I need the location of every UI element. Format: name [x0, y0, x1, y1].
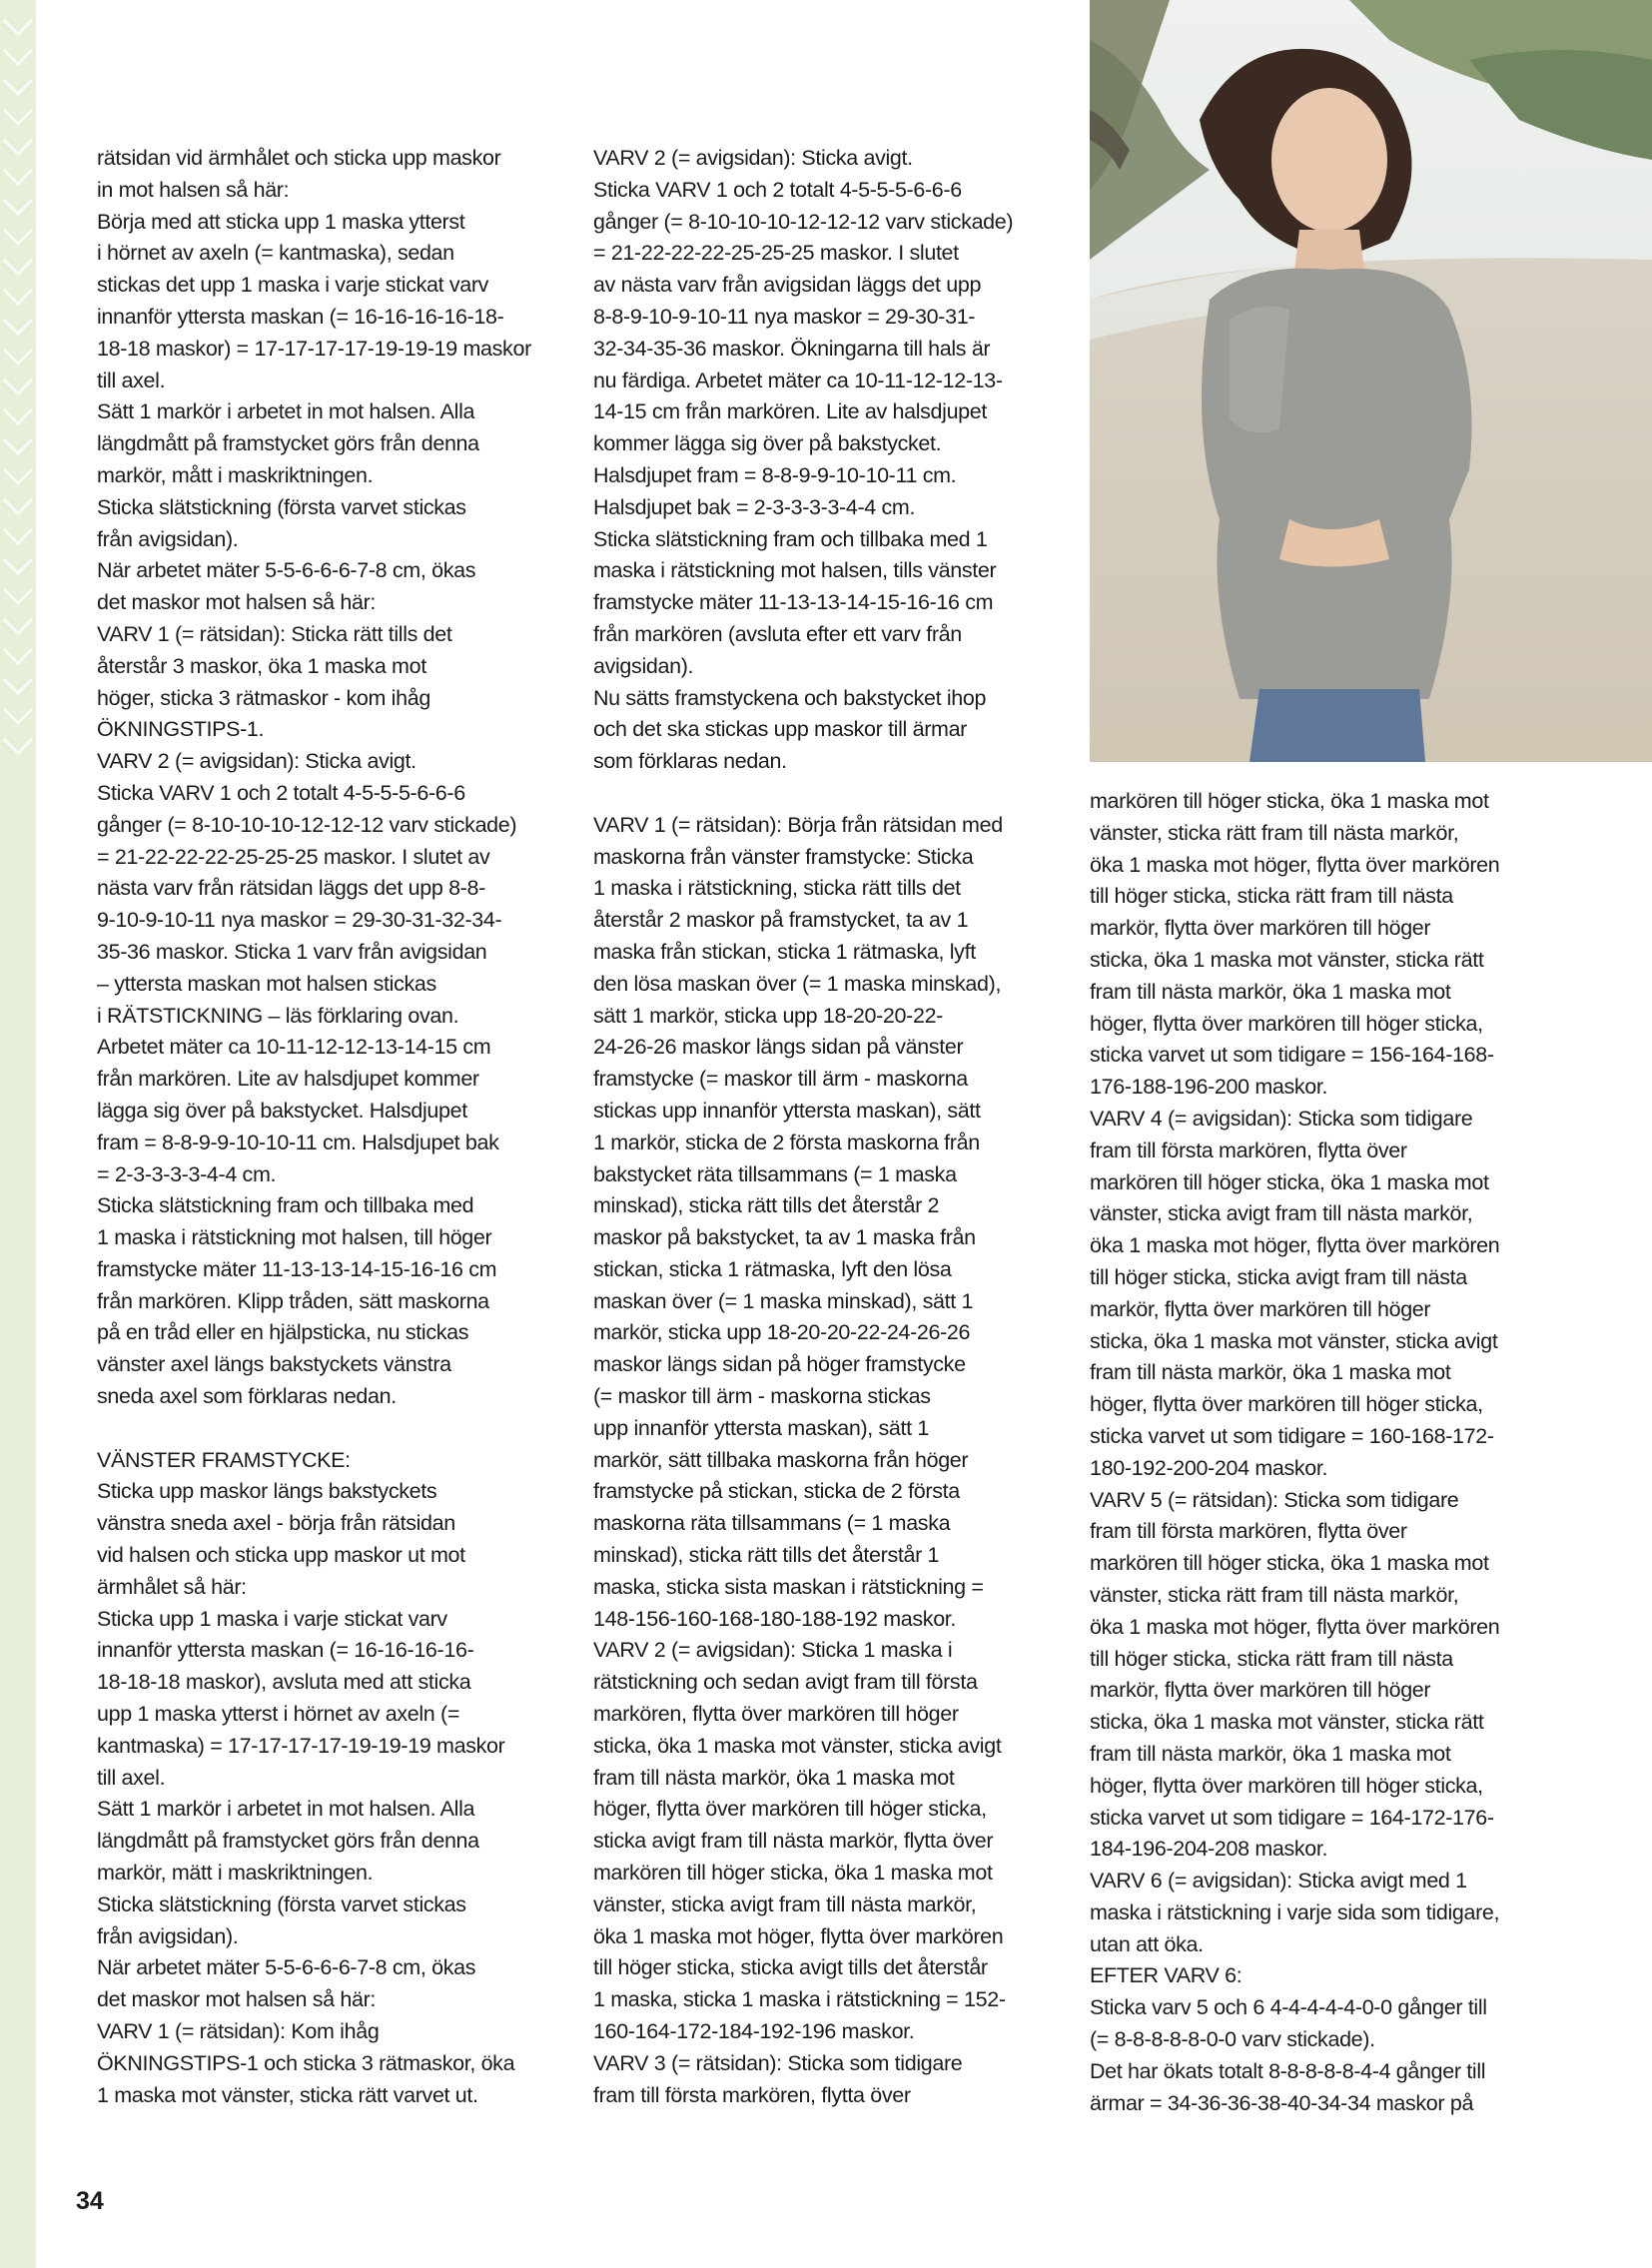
text-column-left: [97, 143, 536, 2111]
knit-pattern-icon: [0, 0, 36, 799]
body-text: VARV 2 (= avigsidan): Sticka avigt. Sticka VARV 1 och 2 totalt 4-5-5-5-6-6-6 gånger (= 8-10-10-10-12-12-12 varv stickade) = 21-22-22-22-25-25-25 maskor. I slutet av nästa varv från avigsidan läggs det upp 8-8-9-10-9-10-11 nya maskor = 29-30-31- 32-34-35-36 maskor. Ökningarna till hals är nu färdiga. Arbetet mäter ca 10-11-12-12-13- 14-15 cm från markören. Lite av halsdjupet kommer lägga sig över på bakstycket. Halsdjupet fram = 8-8-9-9-10-10-11 cm. Halsdjupet bak = 2-3-3-3-3-4-4 cm. Sticka slätstickning fram och tillbaka med 1 maska i rätstickning mot halsen, tills vänster framstycke mäter 11-13-13-14-15-16-16 cm från markören (avsluta efter ett varv från avigsidan). Nu sätts framstyckena och bakstycket ihop och det ska stickas upp maskor till ärmar som förklaras nedan.: [593, 146, 1014, 774]
page-number: 34: [76, 2187, 104, 2215]
woman-in-grey-sweater-photo: [1090, 0, 1652, 762]
body-text: markören till höger sticka, öka 1 maska mot vänster, sticka rätt fram till nästa markör, öka 1 maska mot höger, flytta över markören till höger sticka, sticka rätt fram till nästa markör, flytta över markören till höger sticka, öka 1 maska mot vänster, sticka rätt fram till nästa markör, öka 1 maska mot höger, flytta över markören till höger sticka, sticka varvet ut som tidigare = 156-164-168- 176-188-196-200 maskor. VARV 4 (= avigsidan): Sticka som tidigare fram till första markören, flytta över markören till höger sticka, öka 1 maska mot vänster, sticka avigt fram till nästa markör, öka 1 maska mot höger, flytta över markören till höger sticka, sticka avigt fram till nästa markör, flytta över markören till höger sticka, öka 1 maska mot vänster, sticka avigt fram till nästa markör, öka 1 maska mot höger, flytta över markören till höger sticka, sticka varvet ut som tidigare = 160-168-172- 180-192-200-204 maskor. VARV 5 (= rätsidan): Sticka som tidigare fram till första markören, flytta över markören till höger sticka, öka 1 maska mot vänster, sticka rätt fram till nästa markör, öka 1 maska mot höger, flytta över markören till höger sticka, sticka rätt fram till nästa markör, flytta över markören till höger sticka, öka 1 maska mot vänster, sticka rätt fram till nästa markör, öka 1 maska mot höger, flytta över markören till höger sticka, sticka varvet ut som tidigare = 164-172-176- 184-196-204-208 maskor. VARV 6 (= avigsidan): Sticka avigt med 1 maska i rätstickning i varje sida som tidigare, utan att öka. EFTER VARV 6: Sticka varv 5 och 6 4-4-4-4-4-0-0 gånger till (= 8-8-8-8-8-0-0 varv stickade). Det har ökats totalt 8-8-8-8-8-4-4 gånger till ärmar = 34-36-36-38-40-34-34 maskor på: [1090, 789, 1500, 2115]
text-column-middle: [593, 143, 1063, 2111]
body-text: rätsidan vid ärmhålet och sticka upp maskor in mot halsen så här: Börja med att sticka upp 1 maska ytterst i hörnet av axeln (= kantmaska), sedan stickas det upp 1 maska i varje stickat varv innanför yttersta maskan (= 16-16-16-16-18- 18-18 maskor) = 17-17-17-17-19-19-19 maskor till axel. Sätt 1 markör i arbetet in mot halsen. Alla längdmått på framstycket görs från denna markör, mått i maskriktningen. Sticka slätstickning (första varvet stickas från avigsidan). När arbetet mäter 5-5-6-6-6-7-8 cm, ökas det maskor mot halsen så här: VARV 1 (= rätsidan): Sticka rätt tills det återstår 3 maskor, öka 1 maska mot höger, sticka 3 rätmaskor - kom ihåg ÖKNINGSTIPS-1. VARV 2 (= avigsidan): Sticka avigt. Sticka VARV 1 och 2 totalt 4-5-5-5-6-6-6 gånger (= 8-10-10-10-12-12-12 varv stickade) = 21-22-22-22-25-25-25 maskor. I slutet av nästa varv från rätsidan läggs det upp 8-8- 9-10-9-10-11 nya maskor = 29-30-31-32-34- 35-36 maskor. Sticka 1 varv från avigsidan – yttersta maskan mot halsen stickas i RÄTSTICKNING – läs förklaring ovan. Arbetet mäter ca 10-11-12-12-13-14-15 cm från markören. Lite av halsdjupet kommer lägga sig över på bakstycket. Halsdjupet fram = 8-8-9-9-10-10-11 cm. Halsdjupet bak = 2-3-3-3-3-4-4 cm. Sticka slätstickning fram och tillbaka med 1 maska i rätstickning mot halsen, till höger framstycke mäter 11-13-13-14-15-16-16 cm från markören. Klipp tråden, sätt maskorna på en tråd eller en hjälpsticka, nu stickas vänster axel längs bakstyckets vänstra sneda axel som förklaras nedan.: [97, 146, 531, 1409]
body-text: VARV 1 (= rätsidan): Börja från rätsidan med maskorna från vänster framstycke: Sticka 1 maska i rätstickning, sticka rätt tills det återstår 2 maskor på framstycket, ta av 1 maska från stickan, sticka 1 rätmaska, lyft den lösa maskan över (= 1 maska minskad), sätt 1 markör, sticka upp 18-20-20-22- 24-26-26 maskor längs sidan på vänster framstycke (= maskor till ärm - maskorna stickas upp innanför yttersta maskan), sätt 1 markör, sticka de 2 första maskorna från bakstycket räta tillsammans (= 1 maska minskad), sticka rätt tills det återstår 2 maskor på bakstycket, ta av 1 maska från stickan, sticka 1 rätmaska, lyft den lösa maskan över (= 1 maska minskad), sätt 1 markör, sticka upp 18-20-20-22-24-26-26 maskor längs sidan på höger framstycke (= maskor till ärm - maskorna stickas upp innanför yttersta maskan), sätt 1 markör, sätt tillbaka maskorna från höger framstycke på stickan, sticka de 2 första maskorna räta tillsammans (= 1 maska minskad), sticka rätt tills det återstår 1 maska, sticka sista maskan i rätstickning = 148-156-160-168-180-188-192 maskor. VARV 2 (= avigsidan): Sticka 1 maska i rätstickning och sedan avigt fram till första markören, flytta över markören till höger sticka, öka 1 maska mot vänster, sticka avigt fram till nästa markör, öka 1 maska mot höger, flytta över markören till höger sticka, sticka avigt fram till nästa markör, flytta över markören till höger sticka, öka 1 maska mot vänster, sticka avigt fram till nästa markör, öka 1 maska mot höger, flytta över markören till höger sticka, sticka avigt tills det återstår 1 maska, sticka 1 maska i rätstickning = 152- 160-164-172-184-192-196 maskor. VARV 3 (= rätsidan): Sticka som tidigare fram till första markören, flytta över: [593, 812, 1006, 2107]
body-text: VÄNSTER FRAMSTYCKE: Sticka upp maskor längs bakstyckets vänstra sneda axel - börja från rätsidan vid halsen och sticka upp maskor ut mot ärmhålet så här: Sticka upp 1 maska i varje stickat varv innanför yttersta maskan (= 16-16-16-16- 18-18-18 maskor), avsluta med att sticka upp 1 maska ytterst i hörnet av axeln (= kantmaska) = 17-17-17-17-19-19-19 maskor till axel. Sätt 1 markör i arbetet in mot halsen. Alla längdmått på framstycket görs från denna markör, mätt i maskriktningen. Sticka slätstickning (första varvet stickas från avigsidan). När arbetet mäter 5-5-6-6-6-7-8 cm, ökas det maskor mot halsen så här: VARV 1 (= rätsidan): Kom ihåg ÖKNINGSTIPS-1 och sticka 3 rätmaskor, öka 1 maska mot vänster, sticka rätt varvet ut.: [97, 1447, 515, 2107]
decorative-side-strip: [0, 0, 36, 2268]
text-column-right: [1090, 786, 1559, 2119]
